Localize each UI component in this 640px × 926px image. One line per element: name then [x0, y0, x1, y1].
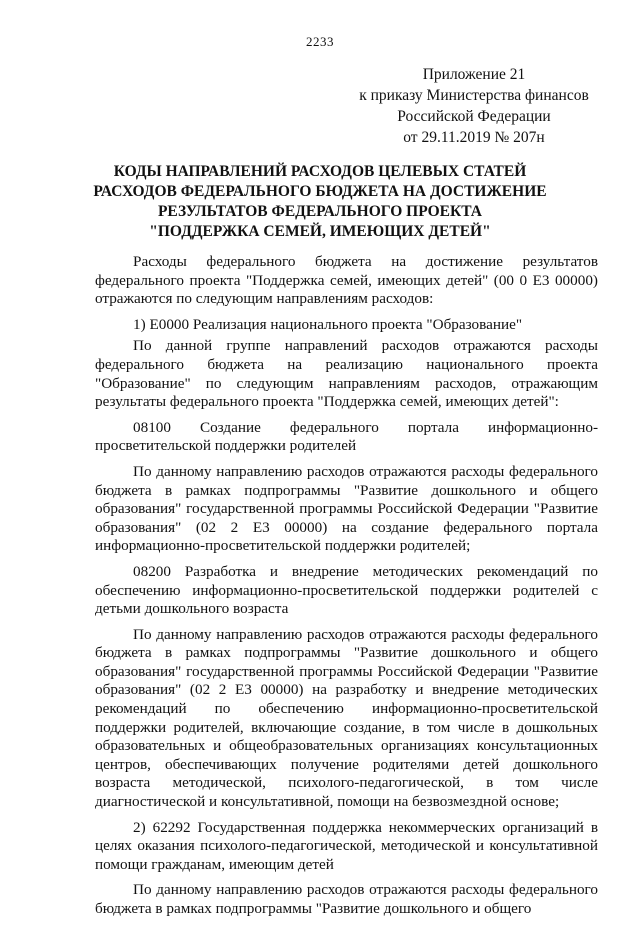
body-paragraph: По данному направлению расходов отражаются расходы федерального бюджета в рамках подпрограммы "Развитие дошкольного и общего образования" государственной программы Российской Федерации "Развитие образования" (02 2 Е3 00000) на создание федерального портала информационно-просветительской поддержки родителей;: [95, 462, 598, 555]
appendix-line: от 29.11.2019 № 207н: [403, 129, 545, 146]
body-paragraph: По данной группе направлений расходов отражаются расходы федерального бюджета на реализацию национального проекта "Образование" по следующим направлениям расходов, отражающим результаты федерального проекта "Поддержка семей, имеющих детей":: [95, 337, 598, 411]
appendix-line: Приложение 21: [422, 66, 526, 83]
document-title: [60, 162, 580, 242]
body-paragraph: По данному направлению расходов отражаются расходы федерального бюджета в рамках подпрограммы "Развитие дошкольного и общего: [95, 881, 598, 917]
appendix-line: к приказу Министерства финансов: [359, 87, 589, 104]
body-paragraph: Расходы федерального бюджета на достижение результатов федерального проекта "Поддержка семей, имеющих детей" (00 0 Е3 00000) отражаются по следующим направлениям расходов:: [95, 253, 598, 308]
expense-code-item: 08200 Разработка и внедрение методических рекомендаций по обеспечению информационно-просветительской поддержки родителей с детьми дошкольного возраста: [95, 562, 598, 618]
section-heading: 1) Е0000 Реализация национального проекта "Образование": [133, 315, 523, 333]
expense-code-item: 08100 Создание федерального портала информационно-просветительской поддержки родителей: [95, 418, 598, 455]
page-number: 2233: [306, 34, 334, 49]
document-body: [95, 253, 598, 926]
title-line: РАСХОДОВ ФЕДЕРАЛЬНОГО БЮДЖЕТА НА ДОСТИЖЕНИЕ: [93, 183, 547, 200]
title-line: РЕЗУЛЬТАТОВ ФЕДЕРАЛЬНОГО ПРОЕКТА: [157, 203, 483, 220]
title-line: "ПОДДЕРЖКА СЕМЕЙ, ИМЕЮЩИХ ДЕТЕЙ": [149, 223, 491, 240]
body-paragraph: По данному направлению расходов отражаются расходы федерального бюджета в рамках подпрограммы "Развитие дошкольного и общего образования" государственной программы Российской Федерации "Развитие образования" (02 2 Е3 00000) на разработку и внедрение методических рекомендаций по обеспечению информационно-просветительской поддержки родителей, включающие создание, в том числе в дошкольных образовательных и общеобразовательных организациях консультационных центров, обеспечивающих получение родителями детей дошкольного возраста методической, психолого-педагогической, в том числе диагностической и консультативной, помощи на безвозмездной основе;: [95, 625, 598, 811]
title-line: КОДЫ НАПРАВЛЕНИЙ РАСХОДОВ ЦЕЛЕВЫХ СТАТЕЙ: [113, 163, 527, 180]
appendix-line: Российской Федерации: [397, 108, 551, 125]
appendix-header: [340, 64, 608, 148]
section-heading: 2) 62292 Государственная поддержка некоммерческих организаций в целях оказания психолого-педагогической, методической и консультативной помощи гражданам, имеющим детей: [95, 818, 598, 873]
